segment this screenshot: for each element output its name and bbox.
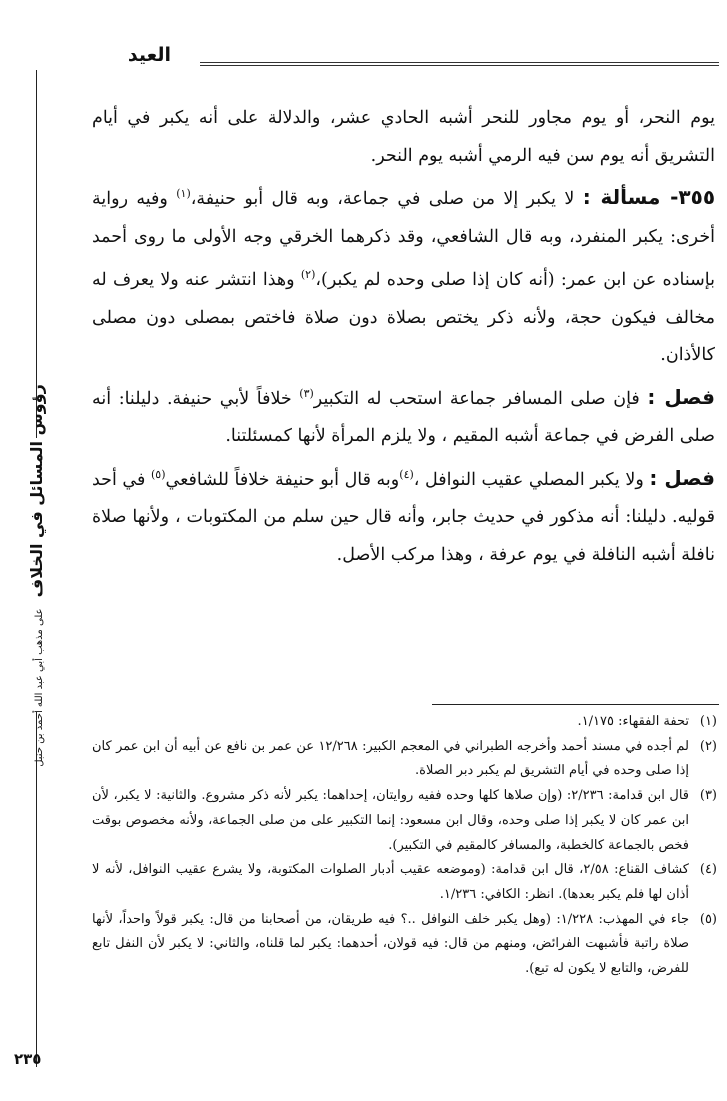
side-running-title (14, 383, 58, 767)
issue-text-b: وفيه رواية أخرى: يكبر المنفرد، وبه قال الشافعي، وقد ذكرهما الخرقي وجه الأولى ما روى أحمد بإسناده عن ابن عمر: (أنه كان إذا صلى وحده لم يكبر)، (92, 189, 715, 291)
footnote-ref-4: (٤) (399, 467, 414, 481)
section-2-text-b: وبه قال أبو حنيفة خلافاً للشافعي (165, 469, 400, 490)
footnote-number: (٤) (699, 862, 717, 878)
side-book-subtitle: على مذهب أبي عبد الله أحمد بن حنبل (33, 607, 45, 767)
paragraph-section-1 (92, 375, 715, 456)
footnotes (92, 710, 717, 982)
section-heading-2: فصل : (649, 465, 715, 490)
paragraph-section-2 (92, 456, 715, 575)
section-2-text-a: ولا يكبر المصلي عقيب النوافل ، (413, 469, 650, 490)
footnote-text: قال ابن قدامة: ٢/٢٣٦: (وإن صلاها كلها وحده ففيه روايتان، إحداهما: يكبر لأنه ذكر مشروع. والثانية: لا يكبر، لأن ابن عمر كان لا يكبر إذا صلى وحده، وقال ابن مسعود: إنما التكبير على من صلى الجماعة، ولأنه مخصوص بوقت فخص بالجماعة كالخطبة، والمسافر كالمقيم في التكبير). (92, 788, 689, 853)
section-2-text-c: في أحد قوليه. دليلنا: أنه مذكور في حديث جابر، وأنه قال حين سلم من المكتوبات ، ولأنها صلاة نافلة أشبه النافلة في يوم عرفة ، وهذا مركب الأصل. (92, 469, 715, 565)
footnote-ref-1: (١) (176, 187, 191, 201)
paragraph-issue-355 (92, 175, 715, 375)
footnote-rule (432, 704, 719, 705)
page-number: ٢٣٥ (14, 1050, 42, 1068)
footnote-item (92, 735, 717, 784)
footnote-number: (٥) (699, 911, 717, 927)
footnote-text: كشاف القناع: ٢/٥٨، قال ابن قدامة: (وموضعه عقيب أدبار الصلوات المكتوبة، ولا يشرع عقيب النوافل، لأنه لا أذان لها فلم يكبر بعدها). انظر: الكافي: ١/٢٣٦. (92, 862, 689, 902)
issue-heading: ٣٥٥- مسألة : (582, 185, 716, 210)
running-header-title: العيد (127, 44, 171, 66)
footnote-number: (٣) (699, 788, 717, 804)
section-heading-1: فصل : (647, 384, 715, 409)
section-1-text-a: فإن صلى المسافر جماعة استحب له التكبير (313, 388, 648, 409)
header-rule (200, 62, 719, 66)
footnote-text: لم أجده في مسند أحمد وأخرجه الطبراني في المعجم الكبير: ١٢/٢٦٨ عن عمر بن نافع عن أبيه أن ابن عمر كان إذا صلى وحده في أيام التشريق لم يكبر دبر الصلاة. (92, 738, 689, 779)
footnote-number: (٢) (699, 738, 717, 754)
paragraph-intro: يوم النحر، أو يوم مجاور للنحر أشبه الحادي عشر، والدلالة على أنه يكبر في أيام التشريق أنه يوم سن فيه الرمي أشبه يوم النحر. (92, 108, 715, 166)
issue-text-a: لا يكبر إلا من صلى في جماعة، وبه قال أبو حنيفة، (190, 189, 583, 210)
footnote-item (92, 908, 717, 982)
footnote-ref-2: (٢) (300, 268, 316, 282)
footnote-item (92, 710, 717, 735)
main-text (92, 100, 715, 574)
side-book-title: رؤوس المسائل في الخلاف (26, 383, 46, 597)
section-1-text-b: خلافاً لأبي حنيفة. دليلنا: أنه صلى الفرض في جماعة أشبه المقيم ، ولا يلزم المرأة لأنها كمسئلتنا. (92, 388, 715, 447)
footnote-text: تحفة الفقهاء: ١/١٧٥. (577, 714, 689, 729)
issue-text-c: وهذا انتشر عنه ولا يعرف له مخالف فيكون حجة، ولأنه ذكر يختص بصلاة دون صلاة فاختص بمصلى دون مصلى كالأذان. (92, 270, 715, 366)
footnote-ref-5: (٥) (150, 467, 166, 481)
footnote-ref-3: (٣) (299, 386, 314, 400)
side-rule-bottom (36, 712, 37, 1067)
footnote-number: (١) (699, 714, 717, 729)
footnote-item (92, 858, 717, 907)
footnote-item (92, 784, 717, 858)
footnote-text: جاء في المهذب: ١/٢٢٨: (وهل يكبر خلف النوافل ..؟ فيه طريقان، من أصحابنا من قال: يكبر قولاً واحداً، لأنها صلاة راتبة فأشبهت الفرائض، ومنهم من قال: فيه قولان، أحدهما: يكبر لما قلناه، والثاني: لا يكبر لأن النفل تابع للفرض، والتابع لا يكون له تبع). (92, 911, 689, 977)
